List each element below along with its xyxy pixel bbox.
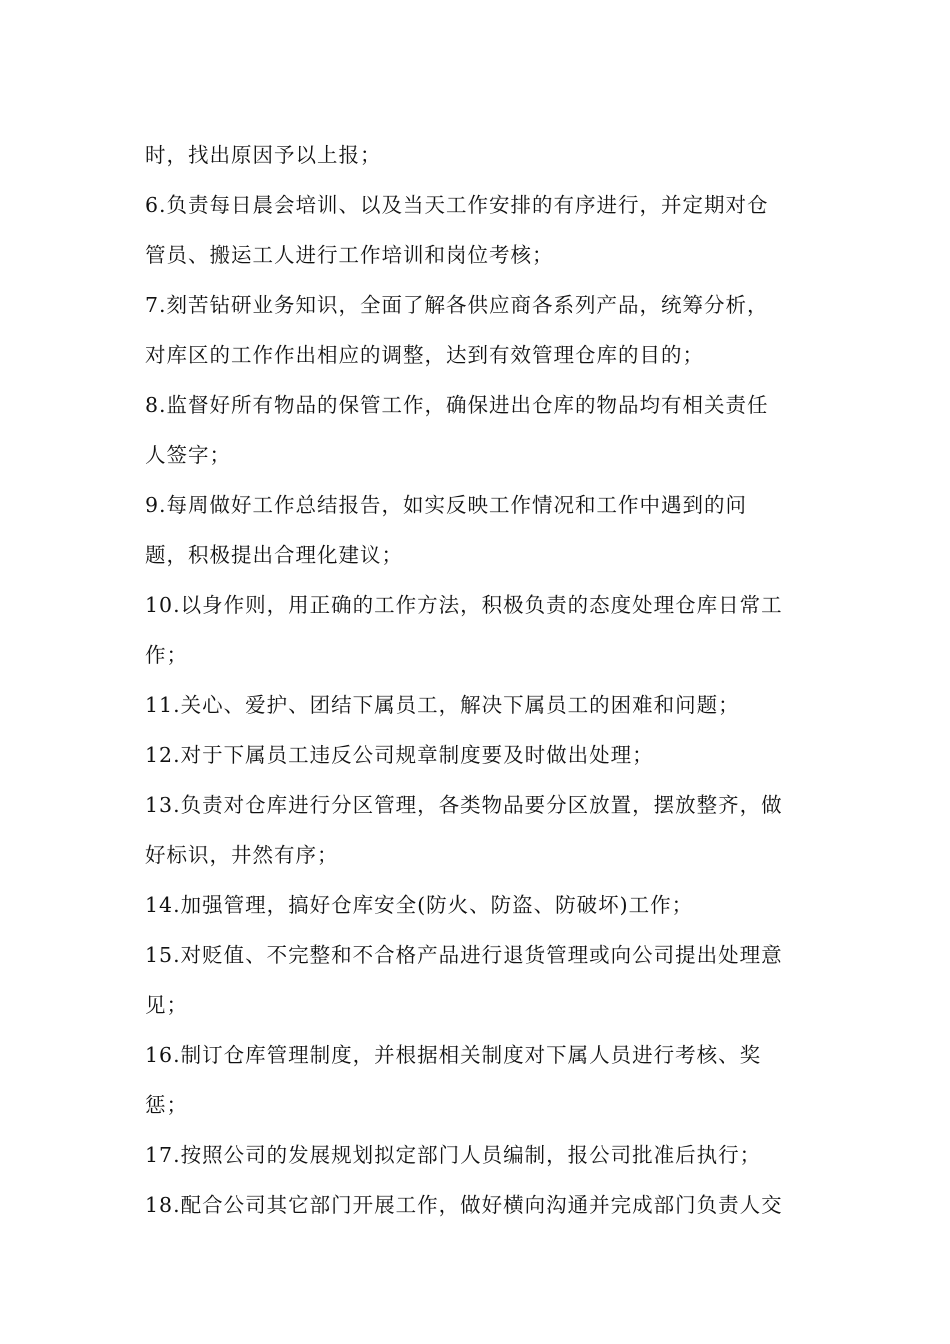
text-line: 15.对贬值、不完整和不合格产品进行退货管理或向公司提出处理意: [145, 943, 783, 967]
text-line: 7.刻苦钻研业务知识，全面了解各供应商各系列产品，统筹分析，: [145, 293, 769, 317]
text-line: 管员、搬运工人进行工作培训和岗位考核；: [145, 243, 554, 267]
text-line: 14.加强管理，搞好仓库安全(防火、防盗、防破坏)工作；: [145, 893, 694, 917]
text-line: 10.以身作则，用正确的工作方法，积极负责的态度处理仓库日常工: [145, 593, 783, 617]
text-line: 8.监督好所有物品的保管工作，确保进出仓库的物品均有相关责任: [145, 393, 769, 417]
text-line: 惩；: [145, 1093, 188, 1117]
text-line: 时，找出原因予以上报；: [145, 143, 382, 167]
text-line: 作；: [145, 643, 188, 667]
text-line: 题，积极提出合理化建议；: [145, 543, 403, 567]
text-line: 人签字；: [145, 443, 231, 467]
text-line: 6.负责每日晨会培训、以及当天工作安排的有序进行，并定期对仓: [145, 193, 769, 217]
text-line: 好标识，井然有序；: [145, 843, 339, 867]
text-line: 16.制订仓库管理制度，并根据相关制度对下属人员进行考核、奖: [145, 1043, 762, 1067]
text-line: 12.对于下属员工违反公司规章制度要及时做出处理；: [145, 743, 654, 767]
text-line: 11.关心、爱护、团结下属员工，解决下属员工的困难和问题；: [145, 693, 740, 717]
text-line: 17.按照公司的发展规划拟定部门人员编制，报公司批准后执行；: [145, 1143, 762, 1167]
text-line: 9.每周做好工作总结报告，如实反映工作情况和工作中遇到的问: [145, 493, 748, 517]
text-line: 13.负责对仓库进行分区管理，各类物品要分区放置，摆放整齐，做: [145, 793, 783, 817]
text-line: 18.配合公司其它部门开展工作，做好横向沟通并完成部门负责人交: [145, 1193, 783, 1217]
document-body: [145, 130, 825, 1230]
text-line: 见；: [145, 993, 188, 1017]
text-line: 对库区的工作作出相应的调整，达到有效管理仓库的目的；: [145, 343, 704, 367]
